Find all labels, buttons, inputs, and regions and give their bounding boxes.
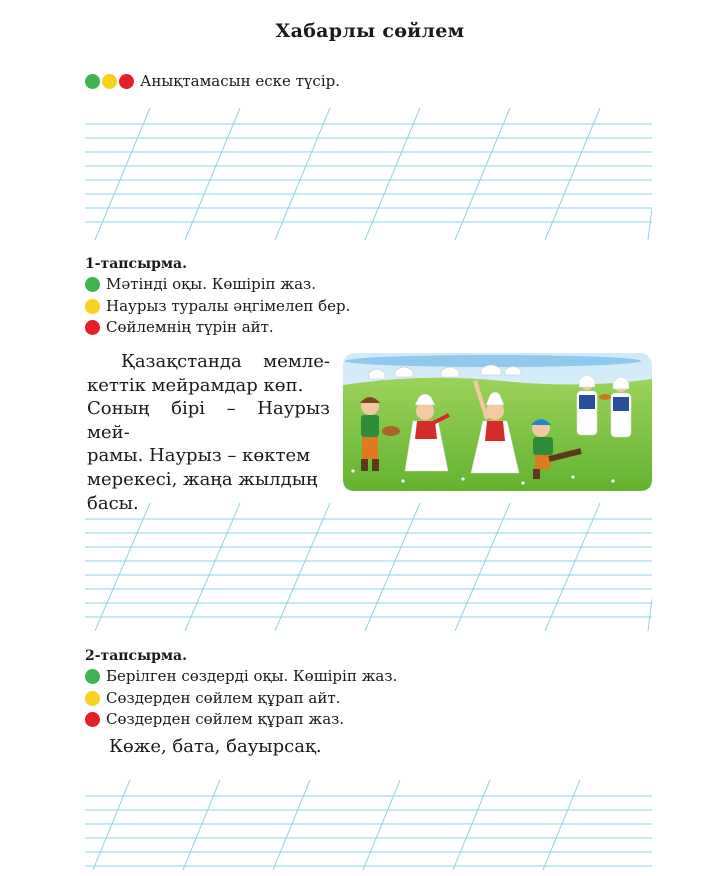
- task2-yellow-row: [85, 689, 340, 707]
- yellow-dot-icon: [102, 74, 117, 89]
- writing-lines-2[interactable]: [85, 503, 652, 631]
- yellow-dot-icon: [85, 299, 100, 314]
- writing-lines-1[interactable]: [85, 108, 652, 240]
- paragraph-line: мерекесі, жаңа жылдың: [87, 468, 318, 490]
- task2-words: Көже, бата, бауырсақ.: [109, 736, 322, 757]
- traffic-light-dots: [85, 74, 134, 89]
- intro-text: Анықтамасын еске түсір.: [140, 72, 340, 90]
- nauryz-illustration: [343, 353, 652, 491]
- intro-row: [85, 72, 340, 90]
- yellow-dot-icon: [85, 691, 100, 706]
- handwriting-grid: [85, 108, 652, 240]
- red-dot-icon: [119, 74, 134, 89]
- page-title: Хабарлы сөйлем: [275, 20, 465, 42]
- task2-green-row: [85, 667, 397, 685]
- task1-green-text: Мәтінді оқы. Көшіріп жаз.: [106, 275, 316, 293]
- task1-yellow-row: [85, 297, 350, 315]
- red-dot-icon: [85, 712, 100, 727]
- green-dot-icon: [85, 74, 100, 89]
- green-dot-icon: [85, 669, 100, 684]
- red-dot-icon: [85, 320, 100, 335]
- paragraph-line: [87, 350, 330, 374]
- paragraph-line: басы.: [87, 492, 139, 514]
- task2-red-row: [85, 710, 344, 728]
- handwriting-grid: [85, 503, 652, 631]
- task1-red-text: Сөйлемнің түрін айт.: [106, 318, 274, 336]
- task2-green-text: Берілген сөздерді оқы. Көшіріп жаз.: [106, 667, 398, 685]
- paragraph-line: Соның бірі – Наурыз мей-: [87, 398, 330, 443]
- task1-paragraph: [87, 350, 330, 515]
- task1-red-row: [85, 318, 274, 336]
- paragraph-word: мемле-: [263, 351, 330, 372]
- task1-yellow-text: Наурыз туралы әңгімелеп бер.: [106, 297, 351, 315]
- paragraph-line: кеттік мейрамдар көп.: [87, 374, 304, 396]
- writing-lines-3[interactable]: [85, 780, 652, 870]
- green-dot-icon: [85, 277, 100, 292]
- paragraph-word: Қазақстанда: [121, 351, 242, 372]
- task1-green-row: [85, 275, 316, 293]
- task2-heading: 2-тапсырма.: [85, 648, 187, 664]
- task1-heading: 1-тапсырма.: [85, 256, 187, 272]
- handwriting-grid: [85, 780, 652, 870]
- paragraph-line: рамы. Наурыз – көктем: [87, 445, 311, 467]
- task2-red-text: Сөздерден сөйлем құрап жаз.: [106, 710, 345, 728]
- task2-yellow-text: Сөздерден сөйлем құрап айт.: [106, 689, 341, 707]
